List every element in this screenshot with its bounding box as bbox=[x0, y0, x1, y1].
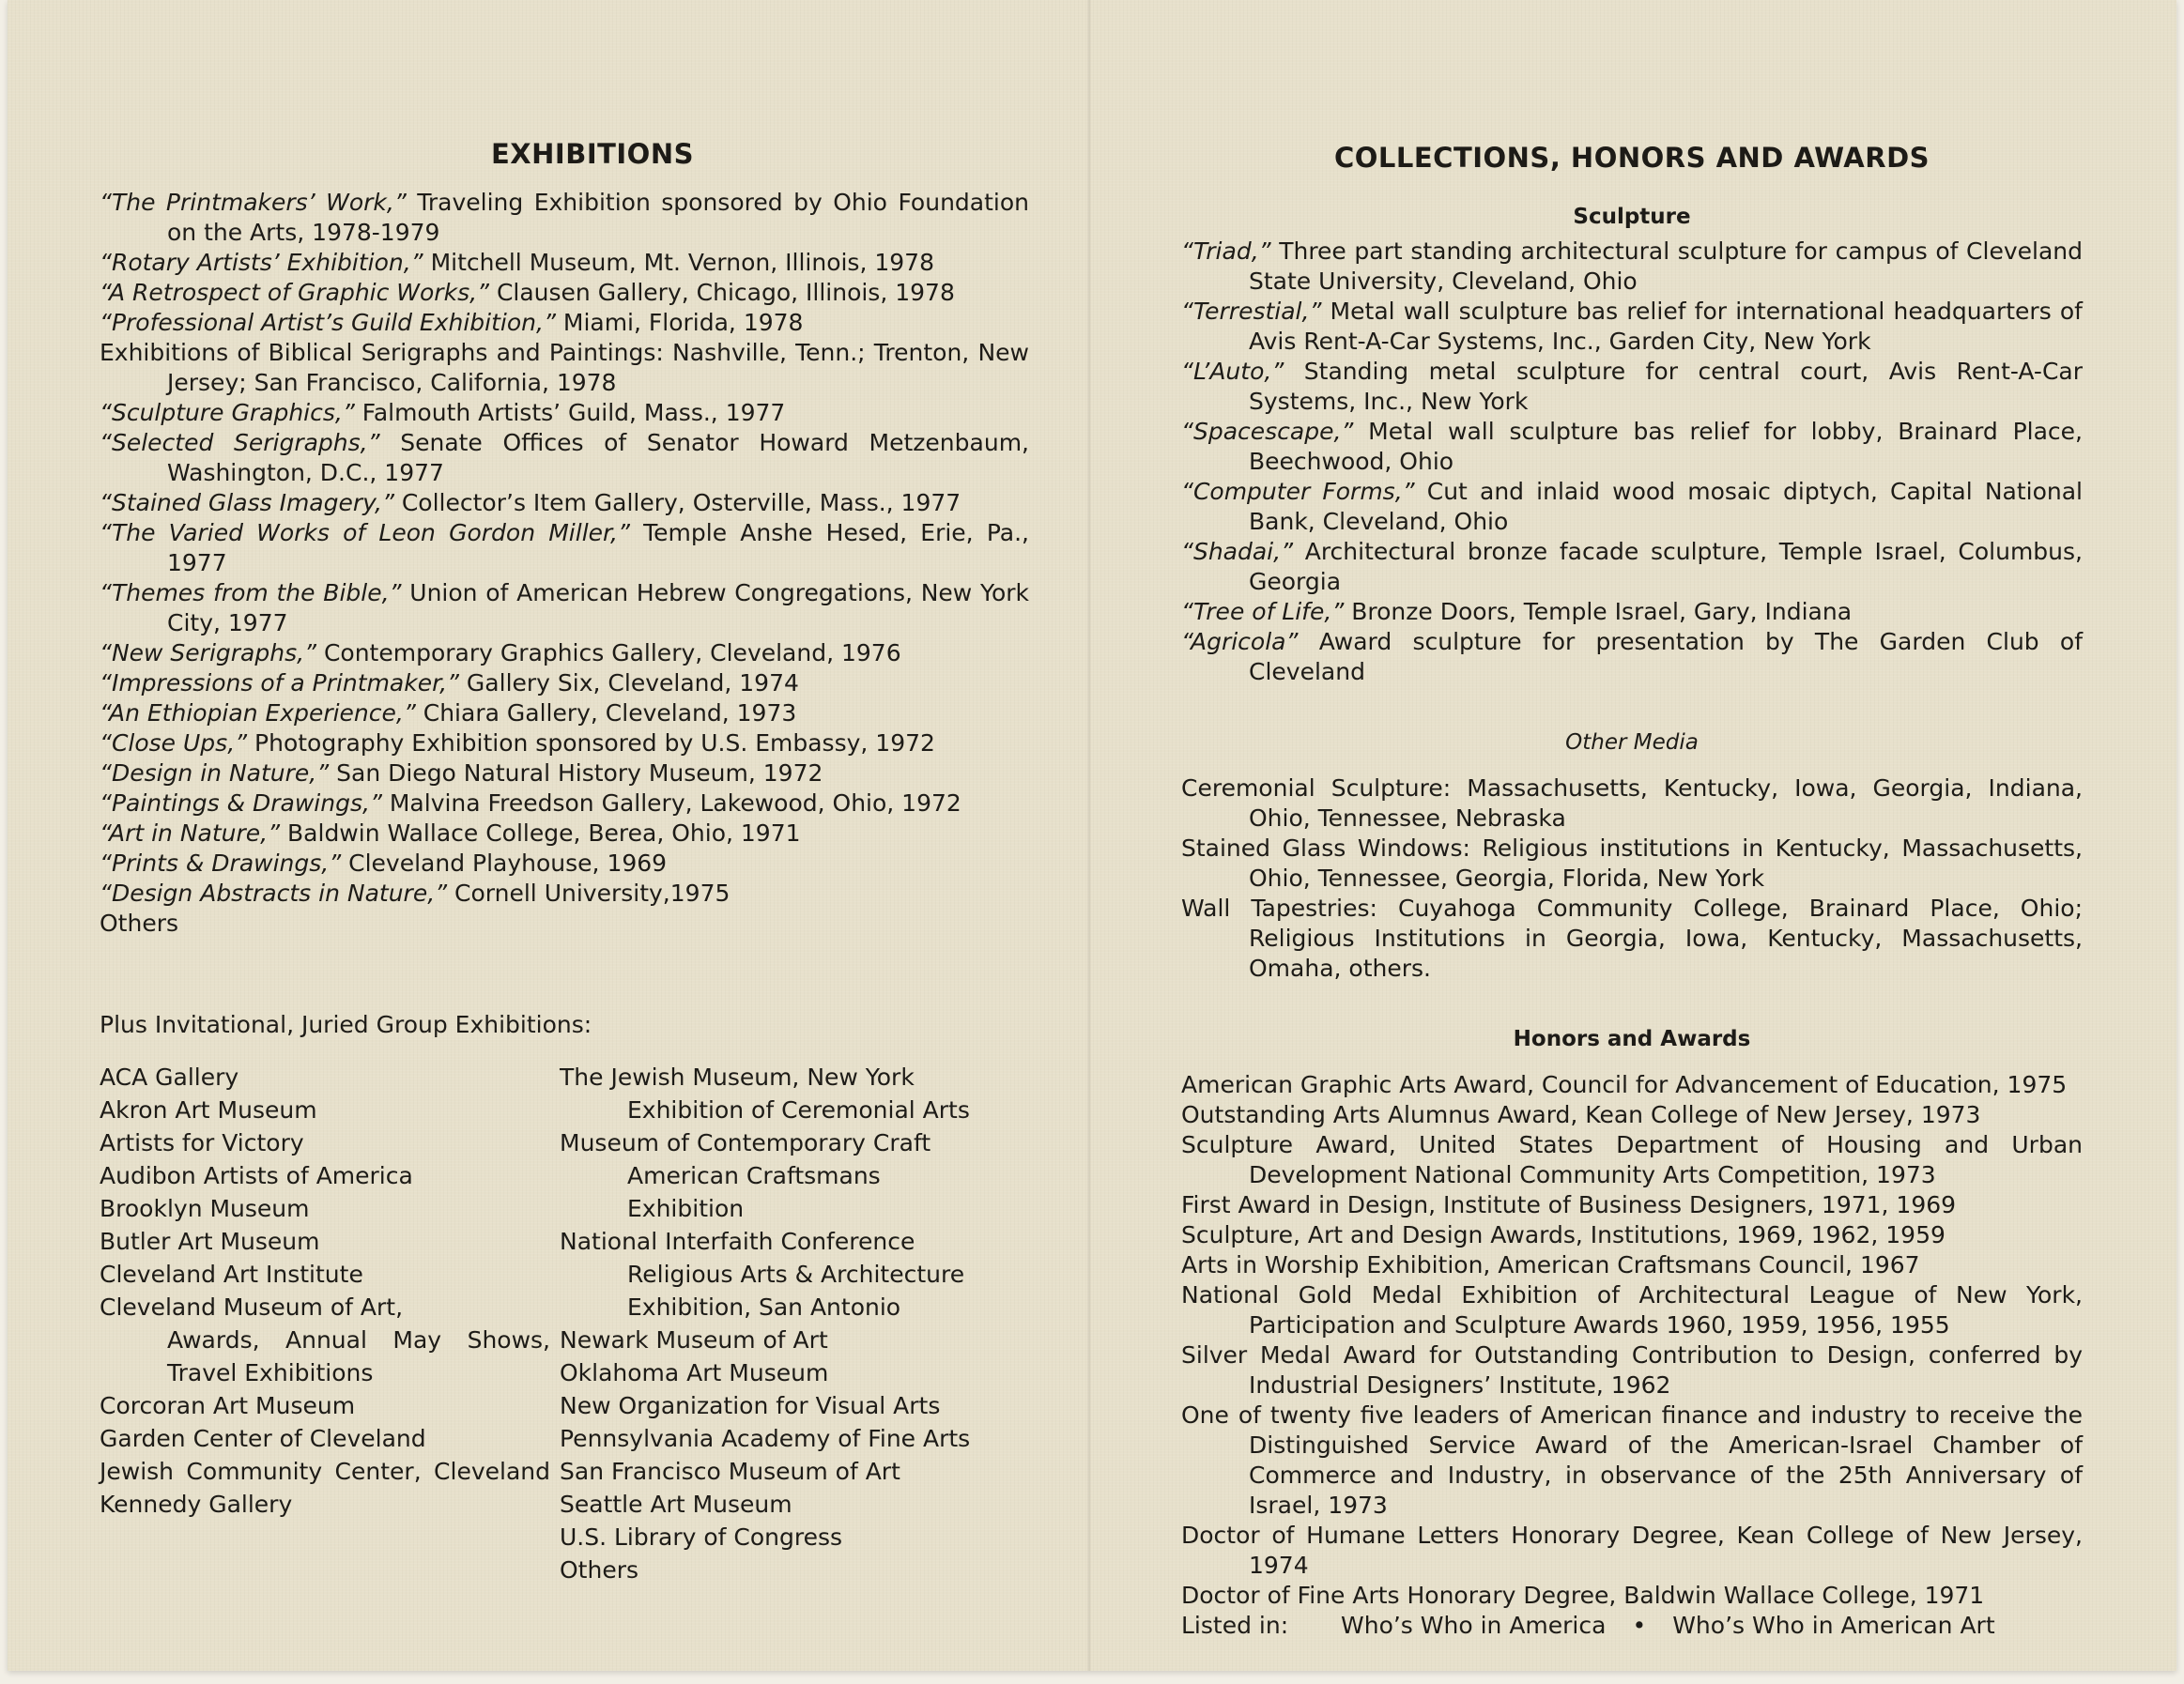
honors-list bbox=[1181, 1070, 2083, 1641]
sculpture-entry: “Tree of Life,” Bronze Doors, Temple Israel, Gary, Indiana bbox=[1181, 598, 1853, 625]
honor-entry: Sculpture, Art and Design Awards, Institutions, 1969, 1962, 1959 bbox=[1181, 1221, 1946, 1248]
exhibition-entry: Others bbox=[100, 910, 179, 937]
honor-entry: Outstanding Arts Alumnus Award, Kean College of New Jersey, 1973 bbox=[1181, 1101, 1981, 1128]
whos-who-american-art: Who’s Who in American Art bbox=[1672, 1612, 1995, 1639]
list-item: Jewish Community Center, Cleveland bbox=[100, 1458, 550, 1485]
bullet-icon: • bbox=[1632, 1612, 1647, 1639]
listed-in-label: Listed in: bbox=[1181, 1612, 1289, 1639]
sculpture-entry: “Spacescape,” Metal wall sculpture bas relief for lobby, Brainard Place, Beechwood, Ohio bbox=[1181, 418, 2083, 475]
list-item: Awards, Annual May Shows, bbox=[167, 1326, 550, 1354]
exhibition-entry: “Rotary Artists’ Exhibition,” Mitchell Museum, Mt. Vernon, Illinois, 1978 bbox=[100, 249, 934, 276]
honor-entry: American Graphic Arts Award, Council for Advancement of Education, 1975 bbox=[1181, 1071, 2068, 1098]
honor-entry: Arts in Worship Exhibition, American Craftsmans Council, 1967 bbox=[1181, 1251, 1920, 1278]
exhibition-entry: “New Serigraphs,” Contemporary Graphics Gallery, Cleveland, 1976 bbox=[100, 639, 901, 666]
exhibition-entry: “A Retrospect of Graphic Works,” Clausen Gallery, Chicago, Illinois, 1978 bbox=[100, 279, 955, 306]
exhibition-entry: “Design in Nature,” San Diego Natural History Museum, 1972 bbox=[100, 759, 823, 787]
list-item: Audibon Artists of America bbox=[100, 1162, 413, 1189]
group-exhibitions-intro: Plus Invitational, Juried Group Exhibitions: bbox=[100, 1011, 592, 1038]
sculpture-heading: Sculpture bbox=[1573, 205, 1691, 229]
honors-heading: Honors and Awards bbox=[1513, 1027, 1751, 1051]
list-item: Exhibition of Ceremonial Arts bbox=[627, 1096, 970, 1124]
sculpture-entry: “Agricola” Award sculpture for presentation by The Garden Club of Cleveland bbox=[1181, 628, 2083, 685]
list-item: Cleveland Museum of Art, bbox=[100, 1294, 404, 1321]
exhibitions-page bbox=[100, 0, 1029, 1586]
exhibition-entry: “Prints & Drawings,” Cleveland Playhouse, 1969 bbox=[100, 850, 668, 877]
sculpture-entry: “Triad,” Three part standing architectural sculpture for campus of Cleveland State University, Cleveland, Ohio bbox=[1181, 237, 2083, 295]
honor-entry: One of twenty five leaders of American finance and industry to receive the Distinguished Service Award of the American-Israel Chamber of Commerce and Industry, in observance of the 25th Anniversary of Israel, 1973 bbox=[1181, 1401, 2083, 1519]
exhibitions-list bbox=[100, 188, 1029, 939]
list-item: American Craftsmans Exhibition bbox=[627, 1162, 881, 1222]
list-item: Akron Art Museum bbox=[100, 1096, 317, 1124]
list-item: San Francisco Museum of Art bbox=[560, 1458, 900, 1485]
honor-entry: Sculpture Award, United States Department of Housing and Urban Development National Community Arts Competition, 1973 bbox=[1181, 1131, 2083, 1188]
sculpture-list bbox=[1181, 237, 2083, 687]
list-item: Exhibition, San Antonio bbox=[627, 1294, 901, 1321]
list-item: U.S. Library of Congress bbox=[560, 1523, 843, 1551]
exhibition-entry: “An Ethiopian Experience,” Chiara Gallery, Cleveland, 1973 bbox=[100, 699, 797, 727]
collections-page bbox=[1181, 0, 2083, 1641]
sculpture-entry: “Computer Forms,” Cut and inlaid wood mosaic diptych, Capital National Bank, Cleveland, Ohio bbox=[1181, 478, 2083, 535]
list-item: Others bbox=[560, 1556, 639, 1584]
list-item: Travel Exhibitions bbox=[167, 1359, 374, 1386]
exhibition-entry: “The Varied Works of Leon Gordon Miller,” Temple Anshe Hesed, Erie, Pa., 1977 bbox=[100, 519, 1029, 576]
exhibition-entry: “Stained Glass Imagery,” Collector’s Item Gallery, Osterville, Mass., 1977 bbox=[100, 489, 961, 516]
exhibition-entry: “Selected Serigraphs,” Senate Offices of Senator Howard Metzenbaum, Washington, D.C., 1977 bbox=[100, 429, 1029, 486]
list-item: Artists for Victory bbox=[100, 1129, 304, 1156]
center-fold bbox=[1087, 0, 1091, 1671]
exhibition-entry: “Paintings & Drawings,” Malvina Freedson Gallery, Lakewood, Ohio, 1972 bbox=[100, 789, 961, 817]
exhibition-entry: “Sculpture Graphics,” Falmouth Artists’ Guild, Mass., 1977 bbox=[100, 399, 786, 426]
group-exhibitions-columns bbox=[100, 1061, 1029, 1586]
list-item: Garden Center of Cleveland bbox=[100, 1425, 426, 1452]
collections-title: COLLECTIONS, HONORS AND AWARDS bbox=[1333, 142, 1930, 174]
exhibitions-title: EXHIBITIONS bbox=[490, 138, 694, 170]
list-item: Butler Art Museum bbox=[100, 1228, 320, 1255]
other-media-list bbox=[1181, 773, 2083, 984]
list-item: Cleveland Art Institute bbox=[100, 1261, 363, 1288]
honor-entry: Silver Medal Award for Outstanding Contribution to Design, conferred by Industrial Designers’ Institute, 1962 bbox=[1181, 1341, 2083, 1399]
list-item: Newark Museum of Art bbox=[560, 1326, 828, 1354]
brochure-spread bbox=[8, 0, 2176, 1671]
exhibition-entry: “Design Abstracts in Nature,” Cornell University,1975 bbox=[100, 880, 731, 907]
list-item: Brooklyn Museum bbox=[100, 1195, 310, 1222]
other-media-heading: Other Media bbox=[1565, 730, 1699, 755]
exhibition-entry: “The Printmakers’ Work,” Traveling Exhibition sponsored by Ohio Foundation on the Arts, 1978-1979 bbox=[100, 189, 1029, 246]
media-entry: Ceremonial Sculpture: Massachusetts, Kentucky, Iowa, Georgia, Indiana, Ohio, Tennessee, Nebraska bbox=[1181, 774, 2083, 832]
exhibition-entry: “Close Ups,” Photography Exhibition sponsored by U.S. Embassy, 1972 bbox=[100, 729, 935, 757]
exhibition-entry: “Art in Nature,” Baldwin Wallace College, Berea, Ohio, 1971 bbox=[100, 819, 801, 847]
exhibition-entry: Exhibitions of Biblical Serigraphs and Paintings: Nashville, Tenn.; Trenton, New Jersey; San Francisco, California, 1978 bbox=[100, 339, 1029, 396]
list-item: ACA Gallery bbox=[100, 1064, 239, 1091]
sculpture-entry: “Shadai,” Architectural bronze facade sculpture, Temple Israel, Columbus, Georgia bbox=[1181, 538, 2083, 595]
honor-entry: Doctor of Humane Letters Honorary Degree, Kean College of New Jersey, 1974 bbox=[1181, 1522, 2083, 1579]
list-item: New Organization for Visual Arts bbox=[560, 1392, 941, 1419]
list-item: National Interfaith Conference bbox=[560, 1228, 915, 1255]
exhibition-entry: “Themes from the Bible,” Union of American Hebrew Congregations, New York City, 1977 bbox=[100, 579, 1030, 636]
group-exhibitions-column-1 bbox=[100, 1061, 550, 1586]
listed-in-line bbox=[1181, 1611, 2083, 1641]
list-item: Museum of Contemporary Craft bbox=[560, 1129, 931, 1156]
exhibition-entry: “Professional Artist’s Guild Exhibition,” Miami, Florida, 1978 bbox=[100, 309, 804, 336]
sculpture-entry: “Terrestial,” Metal wall sculpture bas relief for international headquarters of Avis Rent-A-Car Systems, Inc., Garden City, New York bbox=[1181, 298, 2083, 355]
honor-entry: National Gold Medal Exhibition of Architectural League of New York, Participation and Sculpture Awards 1960, 1959, 1956, 1955 bbox=[1181, 1281, 2083, 1339]
whos-who-america: Who’s Who in America bbox=[1341, 1612, 1607, 1639]
sculpture-entry: “L’Auto,” Standing metal sculpture for central court, Avis Rent-A-Car Systems, Inc., New York bbox=[1181, 358, 2083, 415]
media-entry: Stained Glass Windows: Religious institutions in Kentucky, Massachusetts, Ohio, Tennessee, Georgia, Florida, New York bbox=[1181, 834, 2083, 892]
list-item: Pennsylvania Academy of Fine Arts bbox=[560, 1425, 971, 1452]
list-item: The Jewish Museum, New York bbox=[560, 1064, 915, 1091]
list-item: Corcoran Art Museum bbox=[100, 1392, 356, 1419]
exhibition-entry: “Impressions of a Printmaker,” Gallery Six, Cleveland, 1974 bbox=[100, 669, 799, 697]
list-item: Oklahoma Art Museum bbox=[560, 1359, 829, 1386]
list-item: Religious Arts & Architecture bbox=[627, 1261, 965, 1288]
media-entry: Wall Tapestries: Cuyahoga Community College, Brainard Place, Ohio; Religious Institutions in Georgia, Iowa, Kentucky, Massachusetts, Omaha, others. bbox=[1181, 895, 2083, 982]
honor-entry: First Award in Design, Institute of Business Designers, 1971, 1969 bbox=[1181, 1191, 1957, 1218]
list-item: Seattle Art Museum bbox=[560, 1491, 792, 1518]
group-exhibitions-column-2 bbox=[560, 1061, 1001, 1586]
list-item: Kennedy Gallery bbox=[100, 1491, 293, 1518]
honor-entry: Doctor of Fine Arts Honorary Degree, Baldwin Wallace College, 1971 bbox=[1181, 1582, 1985, 1609]
